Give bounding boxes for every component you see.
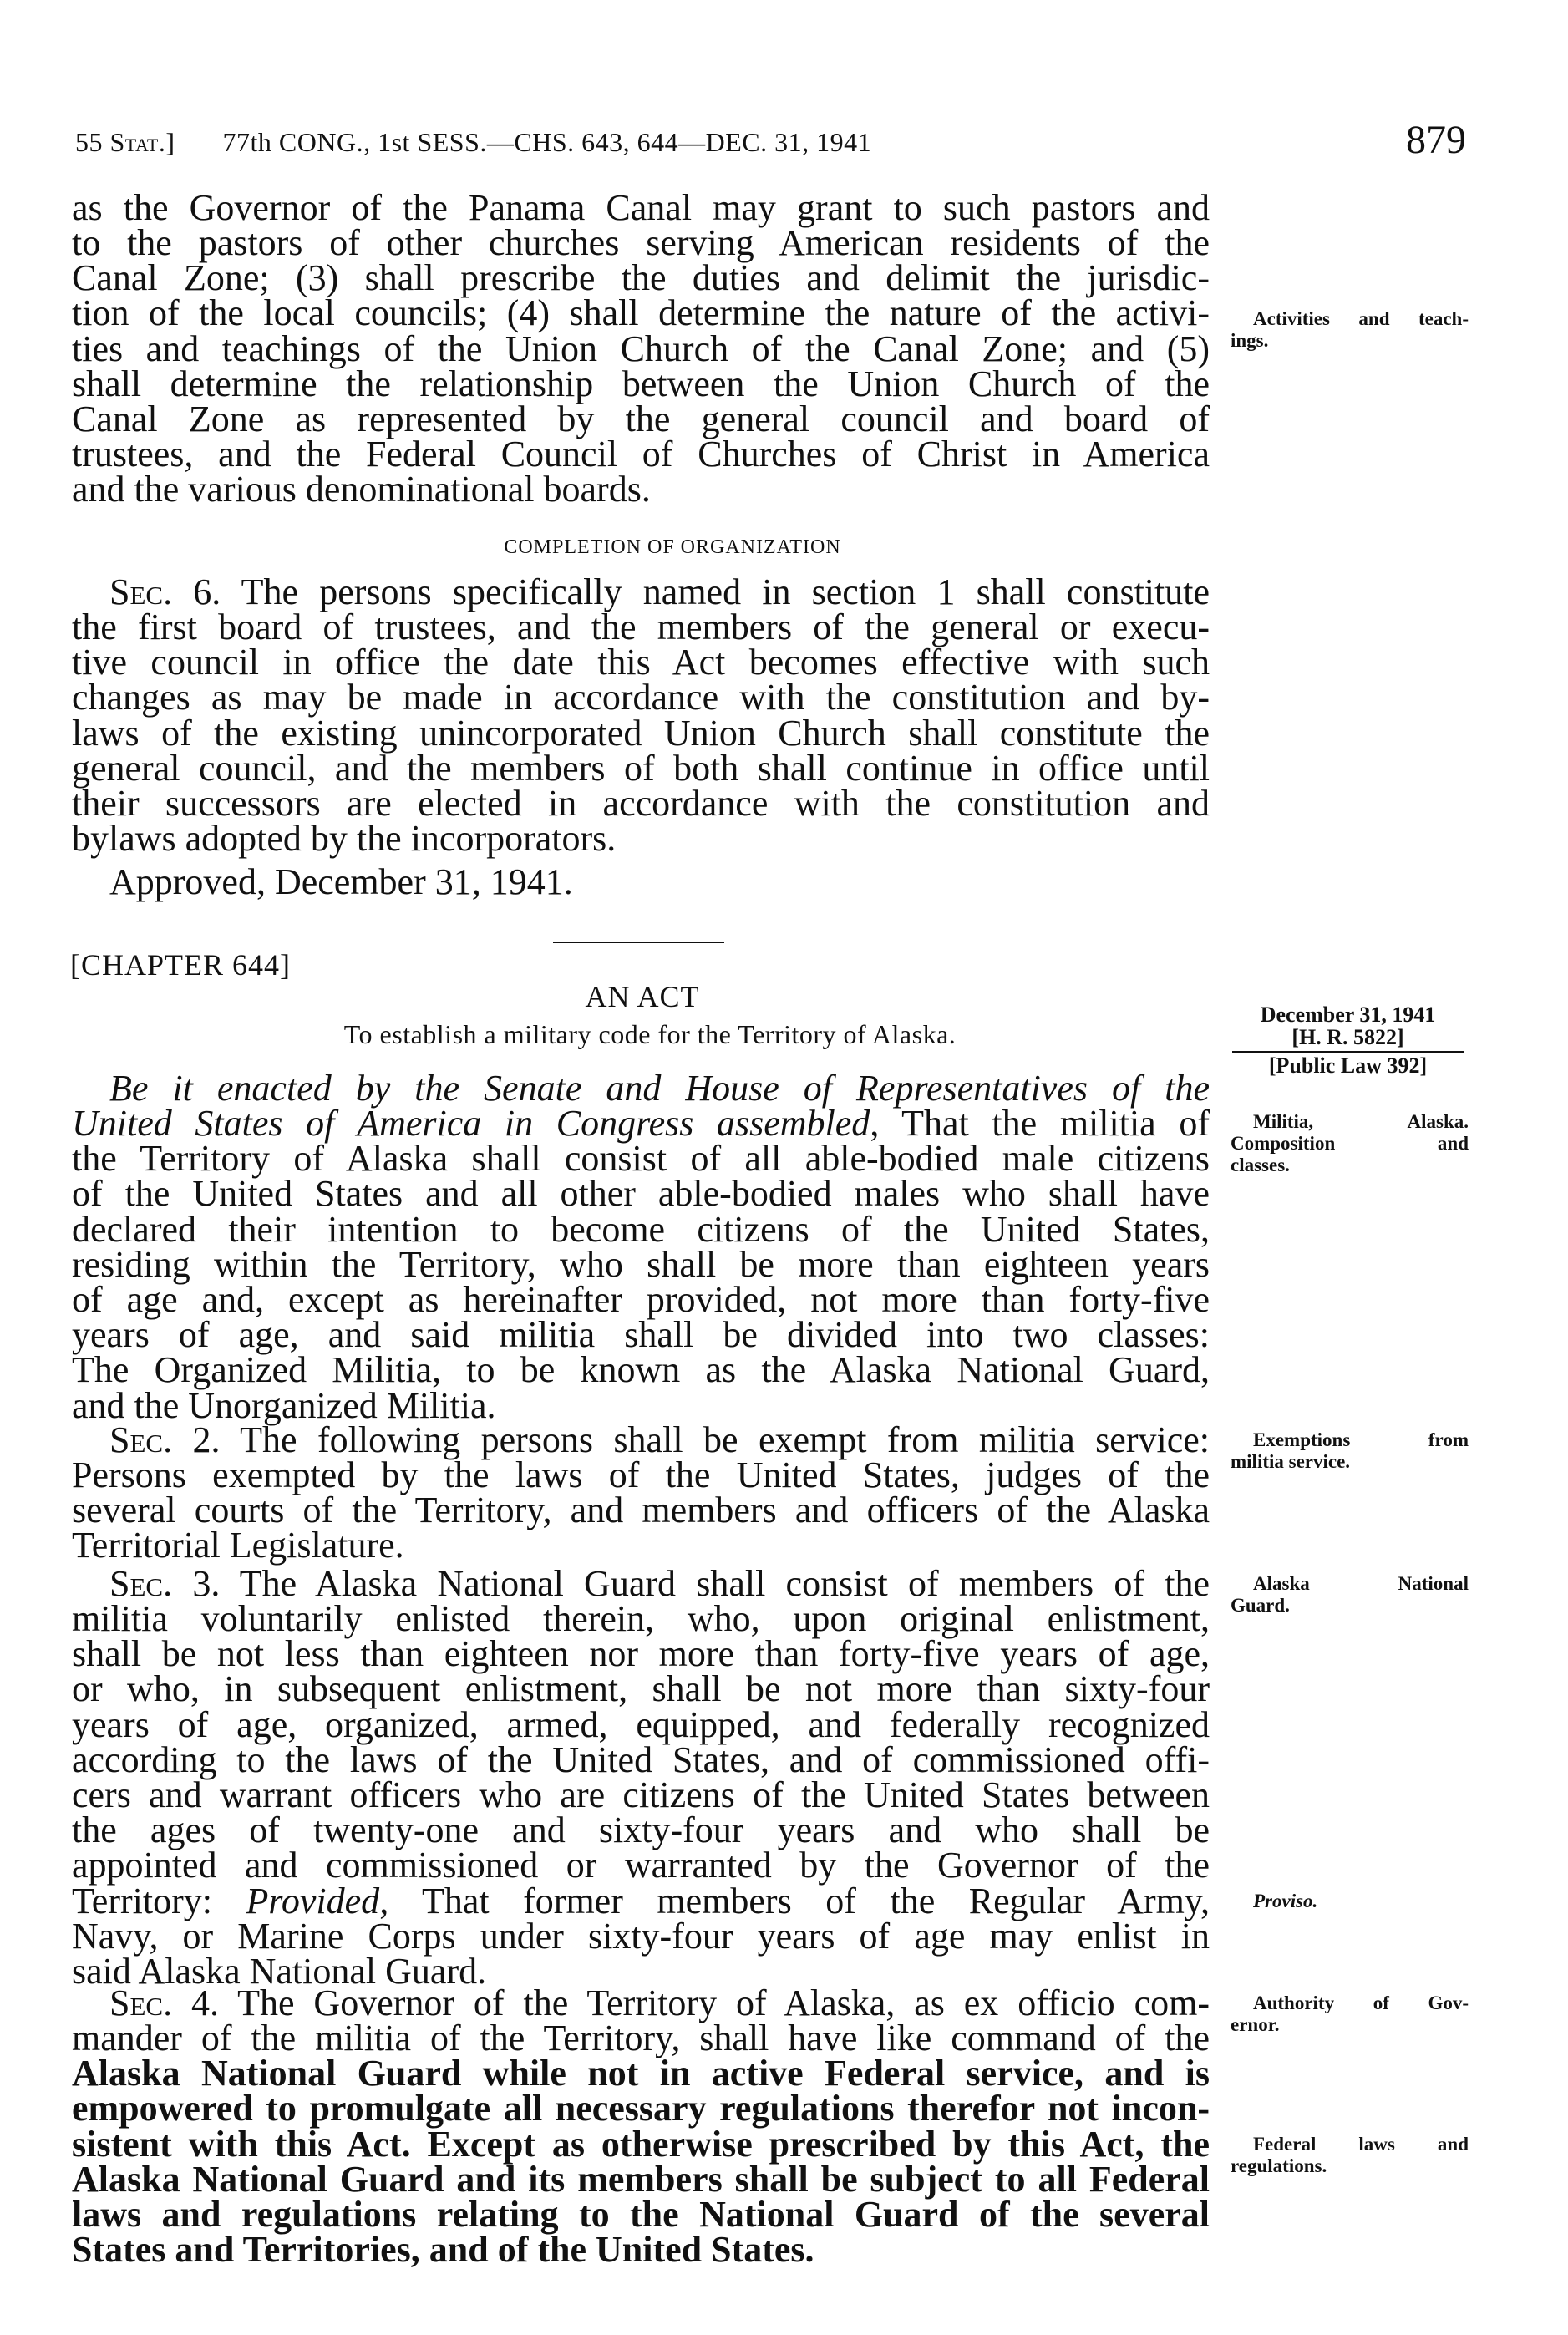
note-federal-laws [1231,2134,1469,2177]
text-line [72,222,1210,264]
text-segment: Canal Zone as represented by the general council and board of [72,398,1210,440]
text-segment: Persons exempted by the laws of the United States, judges of the [72,1454,1210,1496]
text-segment: Territorial Legislature. [72,1525,404,1566]
text-segment: Approved, December 31, 1941. [109,860,573,902]
italic-text: Be it enacted by the Senate and House of Representatives of the [109,1067,1210,1109]
text-segment: tion of the local councils; (4) shall determine the nature of the activi- [72,292,1210,334]
margin-note-line: Federal laws and [1253,2134,1469,2155]
text-line [72,1774,1210,1816]
text-segment: tive council in office the date this Act becomes effective with such [72,642,1210,683]
text-line [72,1982,1210,2023]
text-segment: States and Territories, and of the United States. [72,2229,814,2271]
section-label: Sec. [109,1562,173,1604]
text-segment: sistent with this Act. Except as otherwise prescribed by this Act, the [72,2123,1210,2165]
paragraph-continuation [72,186,1210,510]
text-segment: Alaska National Guard while not in active Federal service, and is [72,2053,1210,2094]
text-line [72,860,1210,902]
text-line [72,1525,1210,1566]
text-segment: 4. The Governor of the Territory of Alaska, as ex officio com- [172,1982,1210,2023]
text-segment: Canal Zone; (3) shall prescribe the duties and delimit the jurisdic- [72,257,1210,299]
margin-note-line: Activities and teach- [1253,308,1469,329]
text-segment: Territory: [72,1880,246,1921]
margin-note-line: Exemptions from [1253,1429,1469,1450]
page-number: 879 [1406,118,1466,162]
text-line [72,712,1210,754]
bill-date: December 31, 1941 [1260,1003,1436,1027]
text-segment: the ages of twenty-one and sixty-four years and who shall be [72,1810,1210,1851]
text-segment: or who, in subsequent enlistment, shall be not more than sixty-four [72,1668,1210,1710]
margin-note-line: regulations. [1231,2155,1327,2176]
text-line [72,434,1210,475]
bill-number: [H. R. 5822] [1291,1025,1404,1049]
text-segment: , That the militia of [870,1103,1210,1145]
italic-text: United States of America in Congress assembled [72,1103,870,1145]
text-line [72,1173,1210,1215]
text-segment: shall determine the relationship between the Union Church of the [72,363,1210,404]
text-line [72,1668,1210,1710]
text-line [72,818,1210,860]
text-line [72,1103,1210,1145]
text-segment: of age and, except as hereinafter provided, not more than forty-five [72,1279,1210,1321]
text-segment: the first board of trustees, and the members of the general or execu- [72,607,1210,648]
text-line [72,1067,1210,1109]
note-activities [1231,308,1469,352]
section-2 [72,1419,1210,1566]
italic-text: Provided [246,1880,380,1921]
section-heading: COMPLETION OF ORGANIZATION [504,536,841,558]
text-segment: The Organized Militia, to be known as the Alaska National Guard, [72,1349,1210,1391]
text-segment: laws of the existing unincorporated Union Church shall constitute the [72,712,1210,754]
text-line [72,257,1210,299]
text-segment: empowered to promulgate all necessary regulations therefor not incon- [72,2088,1210,2129]
text-segment: appointed and commissioned or warranted by the Governor of the [72,1845,1210,1886]
text-segment: to the pastors of other churches serving American residents of the [72,222,1210,264]
text-segment: according to the laws of the United States, and of commissioned offi- [72,1739,1210,1780]
text-line [72,186,1210,228]
note-governor-authority [1231,1992,1469,2036]
text-line [72,571,1210,612]
text-line [72,1138,1210,1180]
text-segment: of the United States and all other able-bodied males who shall have [72,1173,1210,1215]
approval-line [72,860,1210,902]
text-segment: several courts of the Territory, and members and officers of the Alaska [72,1490,1210,1531]
section-3 [72,1562,1210,1992]
text-segment: their successors are elected in accordance with the constitution and [72,783,1210,825]
text-segment: residing within the Territory, who shall be more than eighteen years [72,1243,1210,1285]
margin-note-line: ings. [1231,330,1269,351]
text-line [72,2194,1210,2236]
text-segment: years of age, organized, armed, equipped, and federally recognized [72,1703,1210,1745]
text-segment: 3. The Alaska National Guard shall consist of members of the [172,1562,1210,1604]
margin-note-line: Composition and [1231,1133,1469,1154]
text-segment: laws and regulations relating to the National Guard of the several [72,2194,1210,2236]
volume-reference: 55 Stat.] [75,127,175,157]
text-line [72,2088,1210,2129]
text-line [72,2123,1210,2165]
text-segment: general council, and the members of both shall continue in office until [72,747,1210,789]
text-line [72,327,1210,369]
text-segment: years of age, and said militia shall be divided into two classes: [72,1314,1210,1356]
text-segment: , That former members of the Regular Army, [379,1880,1210,1921]
text-line [72,642,1210,683]
public-law-number: [Public Law 392] [1268,1053,1428,1078]
note-militia-composition [1231,1111,1469,1176]
text-line [72,1598,1210,1640]
margin-note-line: ernor. [1231,2014,1280,2035]
text-line [72,1845,1210,1886]
text-line [72,1454,1210,1496]
text-line [72,2158,1210,2200]
text-segment: cers and warrant officers who are citizens of the United States between [72,1774,1210,1816]
text-segment: 6. The persons specifically named in section 1 shall constitute [172,571,1210,612]
text-segment: militia voluntarily enlisted therein, who, upon original enlistment, [72,1598,1210,1640]
margin-note-line: militia service. [1231,1451,1351,1472]
text-line [72,1703,1210,1745]
text-line [72,363,1210,404]
running-header [75,127,871,158]
text-segment: Navy, or Marine Corps under sixty-four years of age may enlist in [72,1915,1210,1957]
text-segment: and the various denominational boards. [72,469,651,510]
text-line [72,1810,1210,1851]
text-line [72,1419,1210,1460]
text-line [72,1208,1210,1250]
text-segment: 2. The following persons shall be exempt from militia service: [172,1419,1210,1460]
text-segment: said Alaska National Guard. [72,1950,487,1992]
text-segment: mander of the militia of the Territory, shall have like command of the [72,2018,1210,2059]
margin-note-line: classes. [1231,1155,1290,1175]
bill-info [1232,1003,1464,1077]
running-head: 77th CONG., 1st SESS.—CHS. 643, 644—DEC. 31, 1941 [222,127,872,157]
text-segment: the Territory of Alaska shall consist of all able-bodied male citizens [72,1138,1210,1180]
text-line [72,1739,1210,1780]
margin-note-line: Militia, Alaska. [1253,1111,1469,1132]
divider-rule [553,942,724,943]
act-title: AN ACT [585,980,700,1013]
section-label: Sec. [109,1982,173,2023]
section-4 [72,1982,1210,2271]
text-segment: shall be not less than eighteen nor more than forty-five years of age, [72,1633,1210,1675]
text-line [72,469,1210,510]
text-line [72,607,1210,648]
text-line [72,2018,1210,2059]
text-segment: trustees, and the Federal Council of Churches of Christ in America [72,434,1210,475]
text-line [72,292,1210,334]
text-segment: Alaska National Guard and its members shall be subject to all Federal [72,2158,1210,2200]
text-segment: ties and teachings of the Union Church of the Canal Zone; and (5) [72,327,1210,369]
text-line [72,1349,1210,1391]
text-line [72,677,1210,718]
text-segment: bylaws adopted by the incorporators. [72,818,617,860]
margin-note-line: Alaska National [1253,1573,1469,1594]
text-line [72,1384,1210,1426]
text-segment: as the Governor of the Panama Canal may grant to such pastors and [72,186,1210,228]
margin-note-line: Guard. [1231,1595,1290,1616]
margin-note-line: Authority of Gov- [1253,1992,1469,2013]
margin-note-line: Proviso. [1253,1891,1318,1911]
note-exemptions [1231,1429,1469,1473]
text-line [72,1243,1210,1285]
note-proviso [1231,1891,1469,1912]
text-segment: declared their intention to become citizens of the United States, [72,1208,1210,1250]
text-line [72,1880,1210,1921]
chapter-label: [CHAPTER 644] [70,948,291,982]
text-line [72,747,1210,789]
text-line [72,1314,1210,1356]
text-segment: and the Unorganized Militia. [72,1384,496,1426]
text-line [72,783,1210,825]
text-line [72,1562,1210,1604]
text-line [72,398,1210,440]
text-line [72,1633,1210,1675]
text-line [72,2053,1210,2094]
text-line [72,1279,1210,1321]
text-segment: changes as may be made in accordance with the constitution and by- [72,677,1210,718]
text-line [72,2229,1210,2271]
act-purpose: To establish a military code for the Territory of Alaska. [343,1019,957,1049]
section-6 [72,571,1210,860]
note-national-guard [1231,1573,1469,1617]
section-label: Sec. [109,571,173,612]
text-line [72,1490,1210,1531]
enacting-clause [72,1067,1210,1426]
section-label: Sec. [109,1419,173,1460]
bill-rule [1232,1051,1464,1053]
text-line [72,1915,1210,1957]
